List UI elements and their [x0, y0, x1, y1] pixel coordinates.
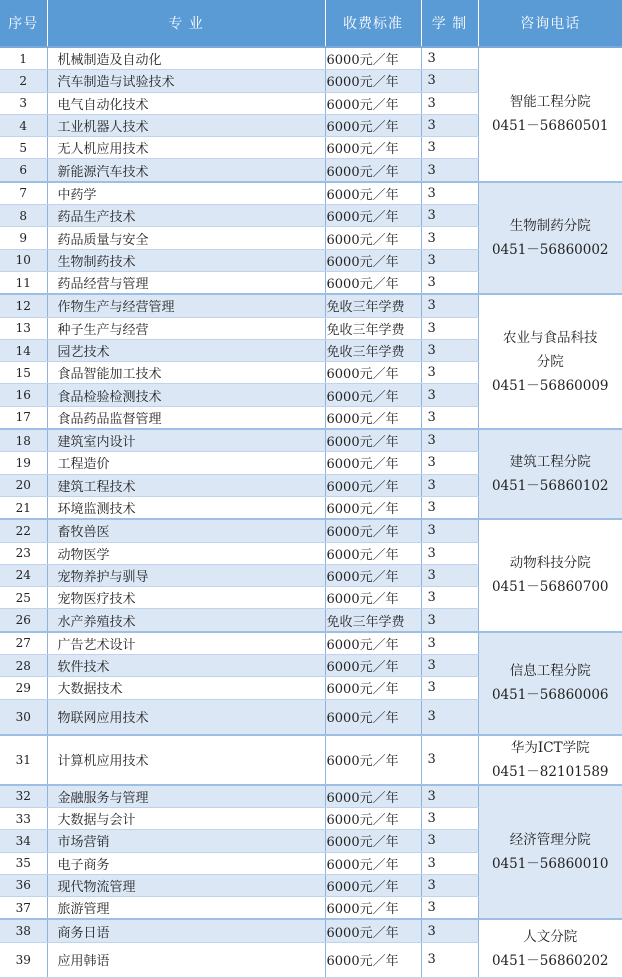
cell-index: 29 — [0, 677, 47, 699]
cell-fee: 免收三年学费 — [325, 339, 421, 361]
cell-index: 36 — [0, 874, 47, 896]
cell-fee: 6000元／年 — [325, 47, 421, 70]
header-index: 序号 — [0, 0, 47, 47]
cell-duration: 3 — [421, 830, 478, 852]
cell-major: 软件技术 — [47, 655, 325, 677]
cell-major: 金融服务与管理 — [47, 785, 325, 808]
department-phone: 0451－56860010 — [479, 852, 622, 876]
department-name: 人文分院 — [479, 925, 622, 949]
cell-major: 电气自动化技术 — [47, 92, 325, 114]
department-phone: 0451－56860009 — [479, 374, 622, 398]
table-row — [0, 632, 622, 655]
cell-index: 5 — [0, 137, 47, 159]
cell-index: 14 — [0, 339, 47, 361]
table-row — [0, 47, 622, 70]
cell-duration: 3 — [421, 452, 478, 474]
cell-fee: 6000元／年 — [325, 785, 421, 808]
department-name: 分院 — [479, 350, 622, 374]
department-name: 智能工程分院 — [479, 90, 622, 114]
cell-fee: 6000元／年 — [325, 159, 421, 182]
cell-duration: 3 — [421, 785, 478, 808]
cell-major: 动物医学 — [47, 542, 325, 564]
header-contact: 咨询电话 — [478, 0, 622, 47]
cell-major: 药品质量与安全 — [47, 227, 325, 249]
cell-fee: 6000元／年 — [325, 362, 421, 384]
cell-fee: 6000元／年 — [325, 249, 421, 271]
cell-major: 广告艺术设计 — [47, 632, 325, 655]
department-name: 经济管理分院 — [479, 828, 622, 852]
department-contact — [478, 182, 622, 294]
cell-major: 新能源汽车技术 — [47, 159, 325, 182]
department-contact — [478, 735, 622, 785]
cell-major: 建筑室内设计 — [47, 429, 325, 452]
cell-major: 食品检验检测技术 — [47, 384, 325, 406]
cell-index: 10 — [0, 249, 47, 271]
table-row — [0, 519, 622, 542]
cell-fee: 免收三年学费 — [325, 294, 421, 317]
cell-duration: 3 — [421, 294, 478, 317]
cell-index: 20 — [0, 474, 47, 496]
cell-index: 33 — [0, 807, 47, 829]
cell-index: 38 — [0, 919, 47, 942]
cell-major: 建筑工程技术 — [47, 474, 325, 496]
cell-index: 1 — [0, 47, 47, 70]
department-name: 建筑工程分院 — [479, 450, 622, 474]
cell-fee: 6000元／年 — [325, 205, 421, 227]
table-row — [0, 429, 622, 452]
cell-duration: 3 — [421, 362, 478, 384]
cell-major: 种子生产与经营 — [47, 317, 325, 339]
department-phone: 0451－56860501 — [479, 114, 622, 138]
cell-duration: 3 — [421, 699, 478, 735]
cell-duration: 3 — [421, 249, 478, 271]
cell-index: 4 — [0, 114, 47, 136]
department-name: 动物科技分院 — [479, 551, 622, 575]
cell-index: 13 — [0, 317, 47, 339]
cell-major: 旅游管理 — [47, 897, 325, 920]
cell-index: 35 — [0, 852, 47, 874]
cell-duration: 3 — [421, 807, 478, 829]
cell-index: 15 — [0, 362, 47, 384]
cell-duration: 3 — [421, 205, 478, 227]
cell-index: 25 — [0, 587, 47, 609]
cell-fee: 6000元／年 — [325, 874, 421, 896]
cell-index: 6 — [0, 159, 47, 182]
cell-fee: 6000元／年 — [325, 92, 421, 114]
department-name: 农业与食品科技 — [479, 326, 622, 350]
cell-fee: 6000元／年 — [325, 564, 421, 586]
cell-duration: 3 — [421, 227, 478, 249]
table-body — [0, 47, 622, 977]
department-phone: 0451－56860202 — [479, 949, 622, 973]
cell-major: 工程造价 — [47, 452, 325, 474]
cell-index: 26 — [0, 609, 47, 632]
cell-fee: 6000元／年 — [325, 919, 421, 942]
cell-major: 物联网应用技术 — [47, 699, 325, 735]
cell-duration: 3 — [421, 384, 478, 406]
cell-major: 畜牧兽医 — [47, 519, 325, 542]
cell-fee: 6000元／年 — [325, 699, 421, 735]
cell-duration: 3 — [421, 406, 478, 429]
table-row — [0, 735, 622, 785]
cell-fee: 6000元／年 — [325, 496, 421, 519]
department-contact — [478, 47, 622, 182]
cell-major: 水产养殖技术 — [47, 609, 325, 632]
cell-index: 18 — [0, 429, 47, 452]
cell-duration: 3 — [421, 70, 478, 92]
cell-fee: 6000元／年 — [325, 632, 421, 655]
cell-major: 汽车制造与试验技术 — [47, 70, 325, 92]
department-phone: 0451－56860102 — [479, 474, 622, 498]
table-row — [0, 919, 622, 942]
cell-major: 应用韩语 — [47, 942, 325, 977]
cell-index: 23 — [0, 542, 47, 564]
cell-major: 工业机器人技术 — [47, 114, 325, 136]
table-header-row — [0, 0, 622, 47]
cell-duration: 3 — [421, 677, 478, 699]
cell-duration: 3 — [421, 182, 478, 205]
department-phone: 0451－56860002 — [479, 238, 622, 262]
cell-duration: 3 — [421, 542, 478, 564]
cell-fee: 6000元／年 — [325, 807, 421, 829]
cell-index: 28 — [0, 655, 47, 677]
cell-fee: 6000元／年 — [325, 474, 421, 496]
cell-duration: 3 — [421, 587, 478, 609]
cell-duration: 3 — [421, 114, 478, 136]
cell-index: 37 — [0, 897, 47, 920]
cell-fee: 6000元／年 — [325, 587, 421, 609]
cell-major: 食品药品监督管理 — [47, 406, 325, 429]
cell-fee: 6000元／年 — [325, 384, 421, 406]
department-contact — [478, 294, 622, 429]
cell-duration: 3 — [421, 137, 478, 159]
department-contact — [478, 429, 622, 519]
cell-fee: 6000元／年 — [325, 519, 421, 542]
department-contact — [478, 919, 622, 977]
cell-duration: 3 — [421, 942, 478, 977]
cell-fee: 免收三年学费 — [325, 609, 421, 632]
header-major: 专 业 — [47, 0, 325, 47]
cell-duration: 3 — [421, 271, 478, 294]
header-fee: 收费标准 — [325, 0, 421, 47]
cell-major: 电子商务 — [47, 852, 325, 874]
cell-duration: 3 — [421, 897, 478, 920]
cell-duration: 3 — [421, 339, 478, 361]
cell-index: 17 — [0, 406, 47, 429]
cell-fee: 6000元／年 — [325, 429, 421, 452]
cell-duration: 3 — [421, 159, 478, 182]
cell-index: 16 — [0, 384, 47, 406]
cell-fee: 6000元／年 — [325, 677, 421, 699]
cell-index: 21 — [0, 496, 47, 519]
cell-fee: 6000元／年 — [325, 852, 421, 874]
cell-major: 园艺技术 — [47, 339, 325, 361]
department-phone: 0451－56860006 — [479, 683, 622, 707]
cell-fee: 6000元／年 — [325, 830, 421, 852]
department-contact — [478, 632, 622, 735]
cell-index: 22 — [0, 519, 47, 542]
cell-duration: 3 — [421, 474, 478, 496]
cell-index: 39 — [0, 942, 47, 977]
department-contact — [478, 519, 622, 631]
department-name: 生物制药分院 — [479, 214, 622, 238]
cell-duration: 3 — [421, 632, 478, 655]
table-row — [0, 182, 622, 205]
cell-major: 宠物养护与驯导 — [47, 564, 325, 586]
cell-fee: 6000元／年 — [325, 452, 421, 474]
cell-fee: 6000元／年 — [325, 137, 421, 159]
cell-fee: 6000元／年 — [325, 735, 421, 785]
cell-duration: 3 — [421, 92, 478, 114]
cell-index: 2 — [0, 70, 47, 92]
cell-index: 30 — [0, 699, 47, 735]
cell-duration: 3 — [421, 496, 478, 519]
cell-index: 19 — [0, 452, 47, 474]
cell-major: 宠物医疗技术 — [47, 587, 325, 609]
cell-duration: 3 — [421, 429, 478, 452]
cell-index: 12 — [0, 294, 47, 317]
cell-major: 药品生产技术 — [47, 205, 325, 227]
cell-duration: 3 — [421, 735, 478, 785]
cell-fee: 6000元／年 — [325, 70, 421, 92]
cell-fee: 6000元／年 — [325, 655, 421, 677]
cell-duration: 3 — [421, 655, 478, 677]
cell-index: 9 — [0, 227, 47, 249]
cell-fee: 6000元／年 — [325, 227, 421, 249]
cell-index: 31 — [0, 735, 47, 785]
cell-fee: 6000元／年 — [325, 406, 421, 429]
cell-major: 环境监测技术 — [47, 496, 325, 519]
cell-major: 大数据技术 — [47, 677, 325, 699]
cell-duration: 3 — [421, 47, 478, 70]
cell-duration: 3 — [421, 919, 478, 942]
cell-index: 8 — [0, 205, 47, 227]
cell-major: 食品智能加工技术 — [47, 362, 325, 384]
cell-fee: 6000元／年 — [325, 271, 421, 294]
cell-duration: 3 — [421, 564, 478, 586]
cell-index: 7 — [0, 182, 47, 205]
department-phone: 0451－82101589 — [479, 760, 622, 784]
cell-major: 中药学 — [47, 182, 325, 205]
cell-major: 计算机应用技术 — [47, 735, 325, 785]
cell-index: 3 — [0, 92, 47, 114]
header-duration: 学 制 — [421, 0, 478, 47]
cell-major: 生物制药技术 — [47, 249, 325, 271]
cell-duration: 3 — [421, 852, 478, 874]
table-row — [0, 785, 622, 808]
department-name: 信息工程分院 — [479, 659, 622, 683]
department-phone: 0451－56860700 — [479, 575, 622, 599]
cell-major: 商务日语 — [47, 919, 325, 942]
cell-major: 机械制造及自动化 — [47, 47, 325, 70]
cell-major: 药品经营与管理 — [47, 271, 325, 294]
department-name: 华为ICT学院 — [479, 736, 622, 760]
cell-major: 作物生产与经营管理 — [47, 294, 325, 317]
cell-index: 34 — [0, 830, 47, 852]
cell-fee: 6000元／年 — [325, 182, 421, 205]
cell-major: 无人机应用技术 — [47, 137, 325, 159]
cell-duration: 3 — [421, 519, 478, 542]
cell-major: 现代物流管理 — [47, 874, 325, 896]
cell-duration: 3 — [421, 609, 478, 632]
cell-duration: 3 — [421, 317, 478, 339]
table-row — [0, 294, 622, 317]
cell-index: 32 — [0, 785, 47, 808]
cell-fee: 6000元／年 — [325, 942, 421, 977]
cell-index: 27 — [0, 632, 47, 655]
cell-index: 11 — [0, 271, 47, 294]
cell-duration: 3 — [421, 874, 478, 896]
cell-index: 24 — [0, 564, 47, 586]
cell-fee: 6000元／年 — [325, 542, 421, 564]
cell-fee: 6000元／年 — [325, 897, 421, 920]
cell-major: 大数据与会计 — [47, 807, 325, 829]
cell-fee: 6000元／年 — [325, 114, 421, 136]
department-contact — [478, 785, 622, 920]
cell-major: 市场营销 — [47, 830, 325, 852]
cell-fee: 免收三年学费 — [325, 317, 421, 339]
